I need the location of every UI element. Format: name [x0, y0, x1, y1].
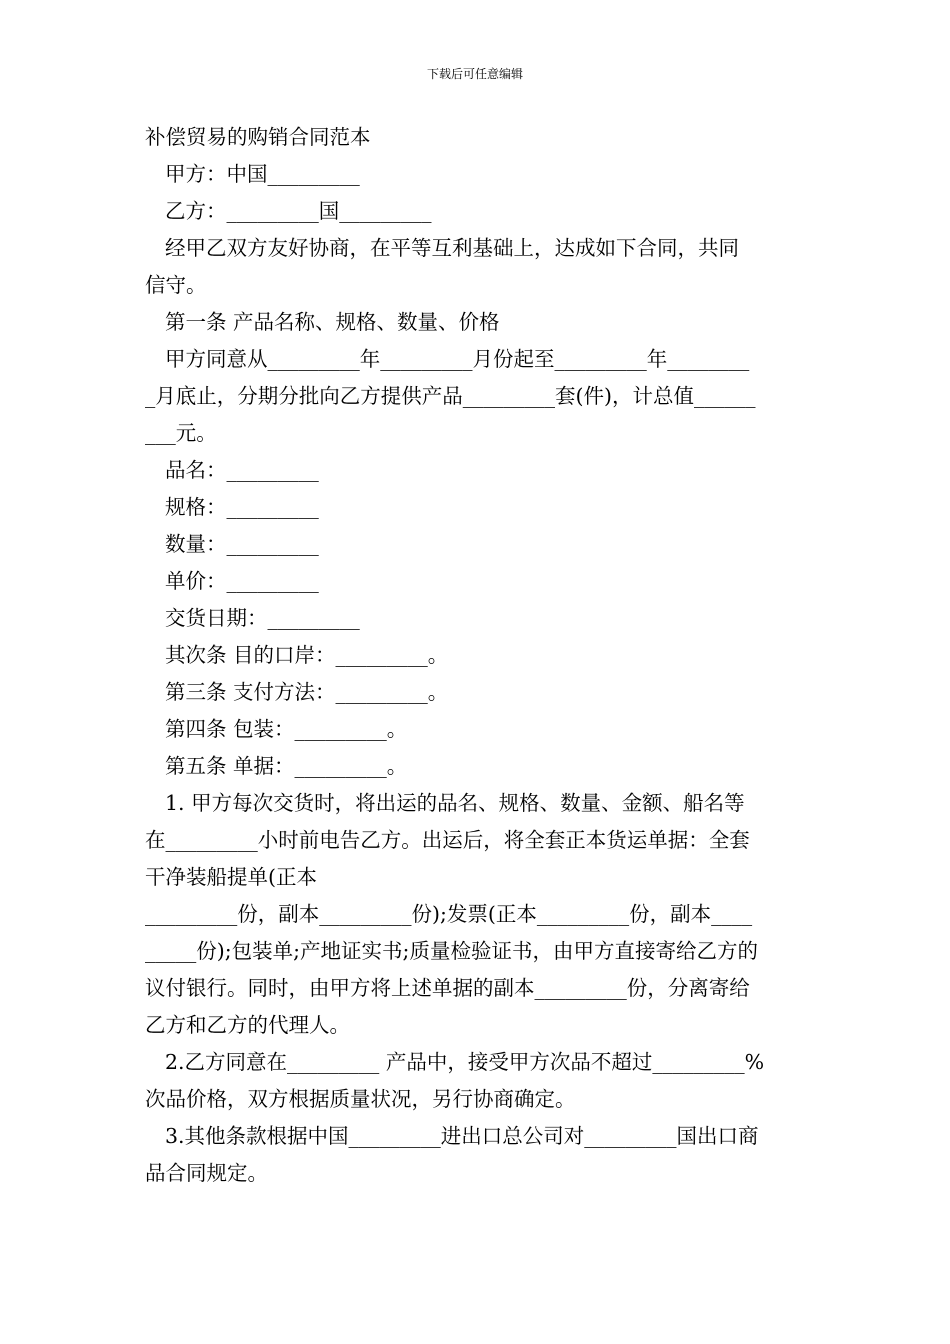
- article-2-destination-port: 其次条 目的口岸：_________。: [165, 643, 449, 667]
- clause-3-line-2: 品合同规定。: [145, 1161, 268, 1185]
- clause-1-line-2: 在_________小时前电告乙方。出运后，将全套正本货运单据：全套: [145, 828, 750, 852]
- article-1-heading: 第一条 产品名称、规格、数量、价格: [165, 310, 500, 334]
- clause-2-line-2: 次品价格，双方根据质量状况，另行协商确定。: [145, 1087, 576, 1111]
- clause-2-line-1: 2.乙方同意在_________ 产品中，接受甲方次品不超过_________%: [165, 1050, 765, 1074]
- clause-1-line-5: _____份);包装单;产地证实书;质量检验证书，由甲方直接寄给乙方的: [145, 939, 758, 963]
- contract-title: 补偿贸易的购销合同范本: [145, 125, 371, 149]
- article-1-text-line-2: _月底止，分期分批向乙方提供产品_________套(件)，计总值______: [145, 384, 756, 408]
- page-header: 下载后可任意编辑: [426, 67, 523, 81]
- article-1-text-line-1: 甲方同意从_________年_________月份起至_________年________: [165, 347, 750, 371]
- clause-1-line-7: 乙方和乙方的代理人。: [145, 1013, 350, 1037]
- clause-1-line-3: 干净装船提单(正本: [145, 865, 317, 889]
- delivery-date-field: 交货日期：_________: [165, 606, 360, 630]
- article-3-payment-method: 第三条 支付方法：_________。: [165, 680, 449, 704]
- article-1-text-line-3: ___元。: [145, 421, 217, 445]
- unit-price-field: 单价：_________: [165, 569, 319, 593]
- preamble-line-2: 信守。: [145, 273, 207, 297]
- clause-1-line-4: _________份，副本_________份);发票(正本_________份，副本____: [145, 902, 753, 926]
- party-a-line: 甲方：中国_________: [165, 162, 360, 186]
- specification-field: 规格：_________: [165, 495, 319, 519]
- preamble-line-1: 经甲乙双方友好协商，在平等互利基础上，达成如下合同，共同: [165, 236, 739, 260]
- product-name-field: 品名：_________: [165, 458, 319, 482]
- article-5-documents: 第五条 单据：_________。: [165, 754, 408, 778]
- article-4-packaging: 第四条 包装：_________。: [165, 717, 408, 741]
- contract-body: [145, 119, 807, 1192]
- clause-1-line-6: 议付银行。同时，由甲方将上述单据的副本_________份，分离寄给: [145, 976, 750, 1000]
- clause-1-line-1: 1. 甲方每次交货时，将出运的品名、规格、数量、金额、船名等: [165, 791, 745, 815]
- party-b-line: 乙方：_________国_________: [165, 199, 432, 223]
- clause-3-line-1: 3.其他条款根据中国_________进出口总公司对_________国出口商: [165, 1124, 759, 1148]
- quantity-field: 数量：_________: [165, 532, 319, 556]
